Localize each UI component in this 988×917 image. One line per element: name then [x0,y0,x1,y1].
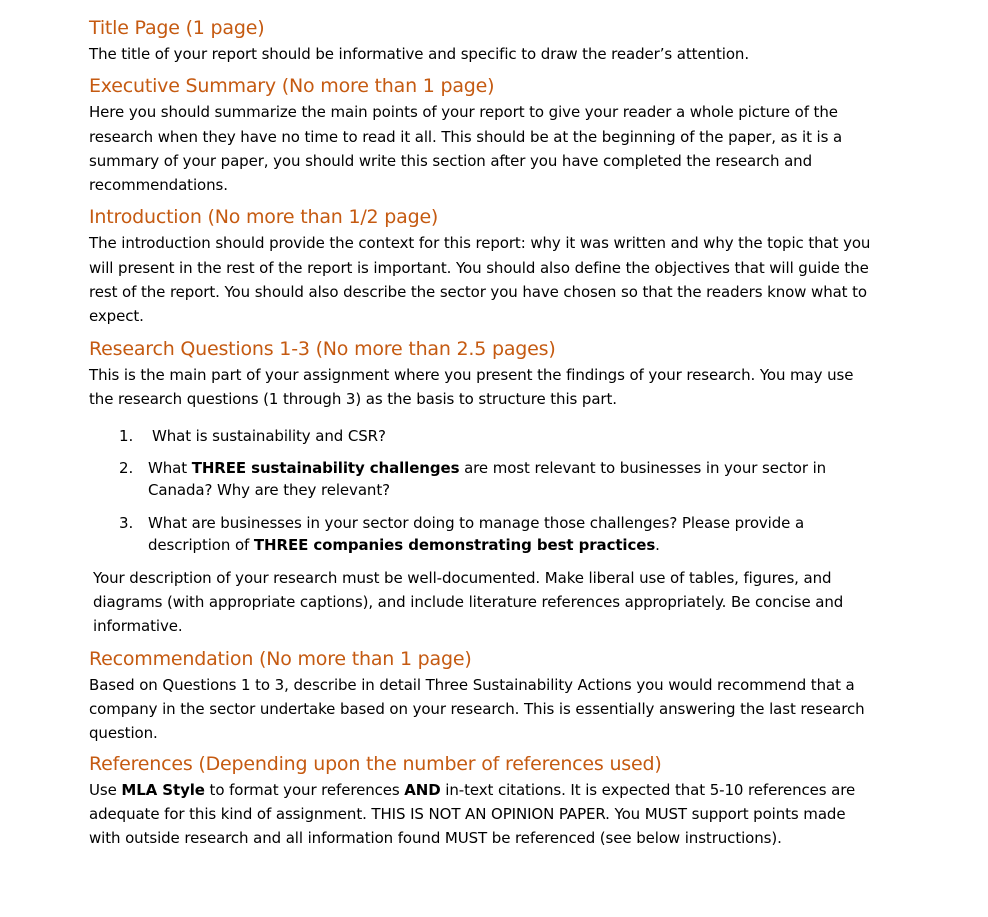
section-executive-summary [89,72,879,197]
references-mla-style: MLA Style [121,780,205,799]
references-text-pre: Use [89,780,122,799]
body-recommendation: Based on Questions 1 to 3, describe in detail Three Sustainability Actions you would recommend that a company in the sector undertake based on your research. This is essentially answering the last research question. [89,675,865,743]
body-research-closing: Your description of your research must be well-documented. Make liberal use of tables, figures, and diagrams (with appropriate captions), and include literature references appropriately. Be concise and informative. [93,568,844,636]
body-introduction: The introduction should provide the context for this report: why it was written and why the topic that you will present in the rest of the report is important. You should also define the objectives that will guide the rest of the report. You should also describe the sector you have chosen so that the readers know what to expect. [89,234,871,326]
body-title-page: The title of your report should be informative and specific to draw the reader’s attention. [89,45,749,63]
body-references [89,778,879,851]
list-item-text-pre: What [148,458,192,477]
list-item-text-bold: THREE companies demonstrating best practices [253,536,656,555]
list-item [89,425,879,448]
list-item-number: 1. [119,427,134,446]
list-item-text: What is sustainability and CSR? [152,427,386,446]
references-and: AND [404,780,441,799]
list-item [89,512,879,557]
list-item-text-post: . [655,536,660,555]
body-executive-summary: Here you should summarize the main points of your report to give your reader a whole picture of the research when they have no time to read it all. This should be at the beginning of the paper, as it is a summary of your paper, you should write this section after you have completed the research and recommendations. [89,103,843,195]
list-item-number: 3. [119,513,134,532]
section-title-page [89,14,879,66]
research-question-list [89,425,879,557]
document-page [89,14,879,850]
list-item-number: 2. [119,458,134,477]
heading-references: References (Depending upon the number of references used) [89,752,662,775]
heading-introduction: Introduction (No more than 1/2 page) [89,206,439,229]
body-research-intro: This is the main part of your assignment where you present the findings of your research. You may use the research questions (1 through 3) as the basis to structure this part. [89,365,854,408]
heading-research-questions: Research Questions 1-3 (No more than 2.5 pages) [89,337,556,360]
heading-title-page: Title Page (1 page) [89,17,265,39]
section-recommendation [89,645,879,746]
section-introduction [89,203,879,328]
references-text-post: in-text citations. It is expected that 5-10 references are adequate for this kind of assignment. THIS IS NOT AN OPINION PAPER. You MUST support points made with outside research and all information found MUST be referenced (see below instructions). [89,780,856,848]
list-item-text-post: are most relevant to businesses in your sector in Canada? Why are they relevant? [148,458,827,500]
list-item [89,457,879,502]
list-item-text-pre: What are businesses in your sector doing to manage those challenges? Please provide a description of [148,513,805,555]
heading-executive-summary: Executive Summary (No more than 1 page) [89,75,495,98]
section-references [89,750,879,851]
references-text-mid: to format your references [204,780,405,799]
list-item-text-bold: THREE sustainability challenges [191,458,460,477]
heading-recommendation: Recommendation (No more than 1 page) [89,647,472,670]
section-research-questions [89,335,879,639]
